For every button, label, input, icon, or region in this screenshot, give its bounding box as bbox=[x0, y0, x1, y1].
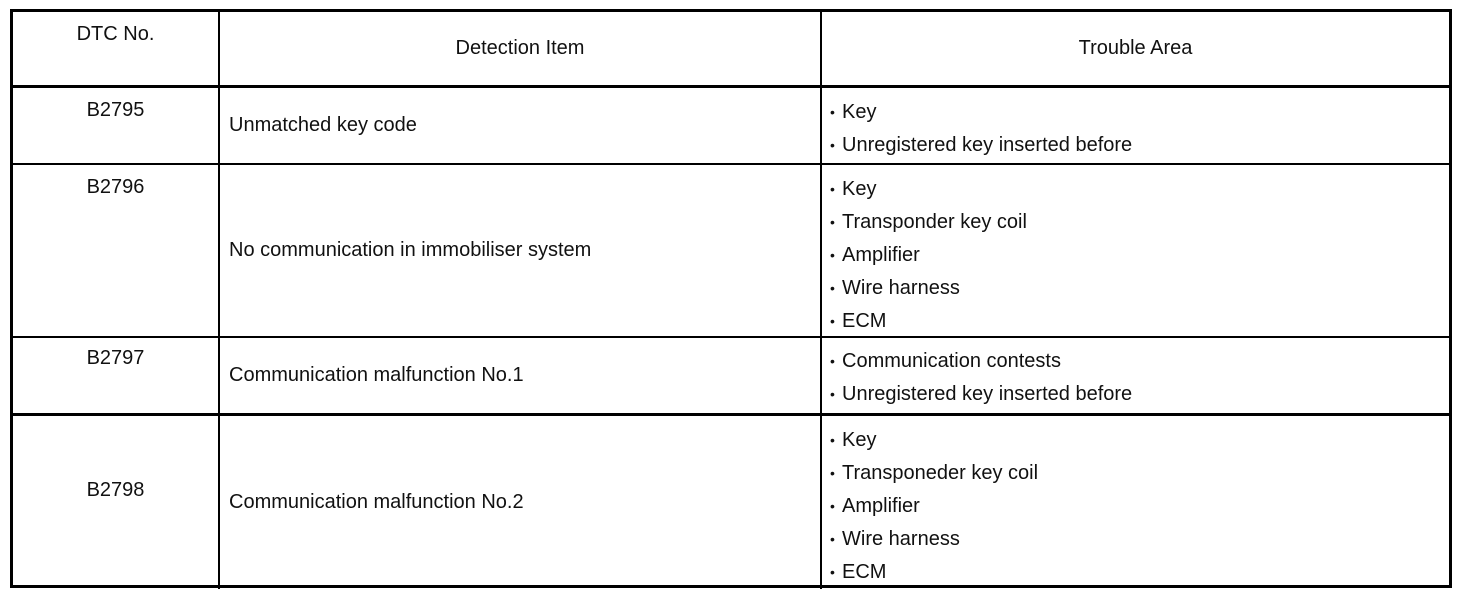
header-trouble-area-label: Trouble Area bbox=[1078, 37, 1193, 59]
bullet-icon: • bbox=[830, 247, 835, 263]
bullet-icon: • bbox=[830, 498, 835, 514]
trouble-item-text: Key bbox=[842, 178, 877, 200]
dtc-table bbox=[10, 9, 1452, 588]
detection-item-text: No communication in immobiliser system bbox=[229, 239, 592, 261]
row-3-detection bbox=[220, 338, 822, 416]
bullet-icon: • bbox=[830, 531, 835, 547]
bullet-icon: • bbox=[830, 313, 835, 329]
trouble-item-text: Unregistered key inserted before bbox=[842, 134, 1133, 156]
trouble-item bbox=[830, 173, 1449, 206]
trouble-item bbox=[830, 556, 1449, 589]
trouble-item-text: Key bbox=[842, 429, 877, 451]
trouble-item-text: Unregistered key inserted before bbox=[842, 383, 1133, 405]
trouble-item bbox=[830, 424, 1449, 457]
trouble-item-text: Amplifier bbox=[842, 495, 920, 517]
dtc-code: B2796 bbox=[86, 176, 145, 198]
trouble-item bbox=[830, 490, 1449, 523]
bullet-icon: • bbox=[830, 432, 835, 448]
trouble-item-text: Transponeder key coil bbox=[842, 462, 1039, 484]
trouble-list bbox=[830, 96, 1449, 162]
row-3-dtc bbox=[13, 338, 220, 416]
row-4-dtc bbox=[13, 416, 220, 589]
trouble-item bbox=[830, 305, 1449, 338]
trouble-item bbox=[830, 345, 1449, 378]
row-2-detection bbox=[220, 165, 822, 338]
trouble-list bbox=[830, 173, 1449, 338]
header-dtc-no bbox=[13, 12, 220, 88]
bullet-icon: • bbox=[830, 465, 835, 481]
detection-item-text: Communication malfunction No.1 bbox=[229, 364, 524, 386]
row-1-dtc bbox=[13, 88, 220, 165]
detection-item-text: Unmatched key code bbox=[229, 114, 417, 136]
bullet-icon: • bbox=[830, 137, 835, 153]
bullet-icon: • bbox=[830, 214, 835, 230]
dtc-code: B2798 bbox=[86, 479, 145, 501]
bullet-icon: • bbox=[830, 104, 835, 120]
trouble-item-text: ECM bbox=[842, 561, 887, 583]
trouble-item-text: Amplifier bbox=[842, 244, 920, 266]
trouble-item-text: Wire harness bbox=[842, 528, 960, 550]
trouble-item-text: Transponder key coil bbox=[842, 211, 1027, 233]
trouble-item bbox=[830, 96, 1449, 129]
trouble-item-text: Wire harness bbox=[842, 277, 960, 299]
header-dtc-no-label: DTC No. bbox=[76, 23, 155, 45]
trouble-item bbox=[830, 378, 1449, 411]
bullet-icon: • bbox=[830, 181, 835, 197]
trouble-item-text: ECM bbox=[842, 310, 887, 332]
dtc-code: B2795 bbox=[86, 99, 145, 121]
header-detection-item bbox=[220, 12, 822, 88]
detection-item-text: Communication malfunction No.2 bbox=[229, 491, 524, 513]
trouble-item bbox=[830, 457, 1449, 490]
trouble-item bbox=[830, 206, 1449, 239]
bullet-icon: • bbox=[830, 280, 835, 296]
trouble-item-text: Communication contests bbox=[842, 350, 1061, 372]
trouble-item-text: Key bbox=[842, 101, 877, 123]
trouble-list bbox=[830, 424, 1449, 589]
dtc-code: B2797 bbox=[86, 347, 145, 369]
row-1-detection bbox=[220, 88, 822, 165]
row-3-trouble-area bbox=[822, 338, 1449, 416]
trouble-item bbox=[830, 523, 1449, 556]
trouble-item bbox=[830, 129, 1449, 162]
bullet-icon: • bbox=[830, 386, 835, 402]
bullet-icon: • bbox=[830, 564, 835, 580]
bullet-icon: • bbox=[830, 353, 835, 369]
header-trouble-area bbox=[822, 12, 1449, 88]
row-1-trouble-area bbox=[822, 88, 1449, 165]
header-detection-item-label: Detection Item bbox=[455, 37, 585, 59]
row-4-trouble-area bbox=[822, 416, 1449, 589]
trouble-item bbox=[830, 272, 1449, 305]
trouble-item bbox=[830, 239, 1449, 272]
row-2-dtc bbox=[13, 165, 220, 338]
row-2-trouble-area bbox=[822, 165, 1449, 338]
trouble-list bbox=[830, 345, 1449, 411]
row-4-detection bbox=[220, 416, 822, 589]
